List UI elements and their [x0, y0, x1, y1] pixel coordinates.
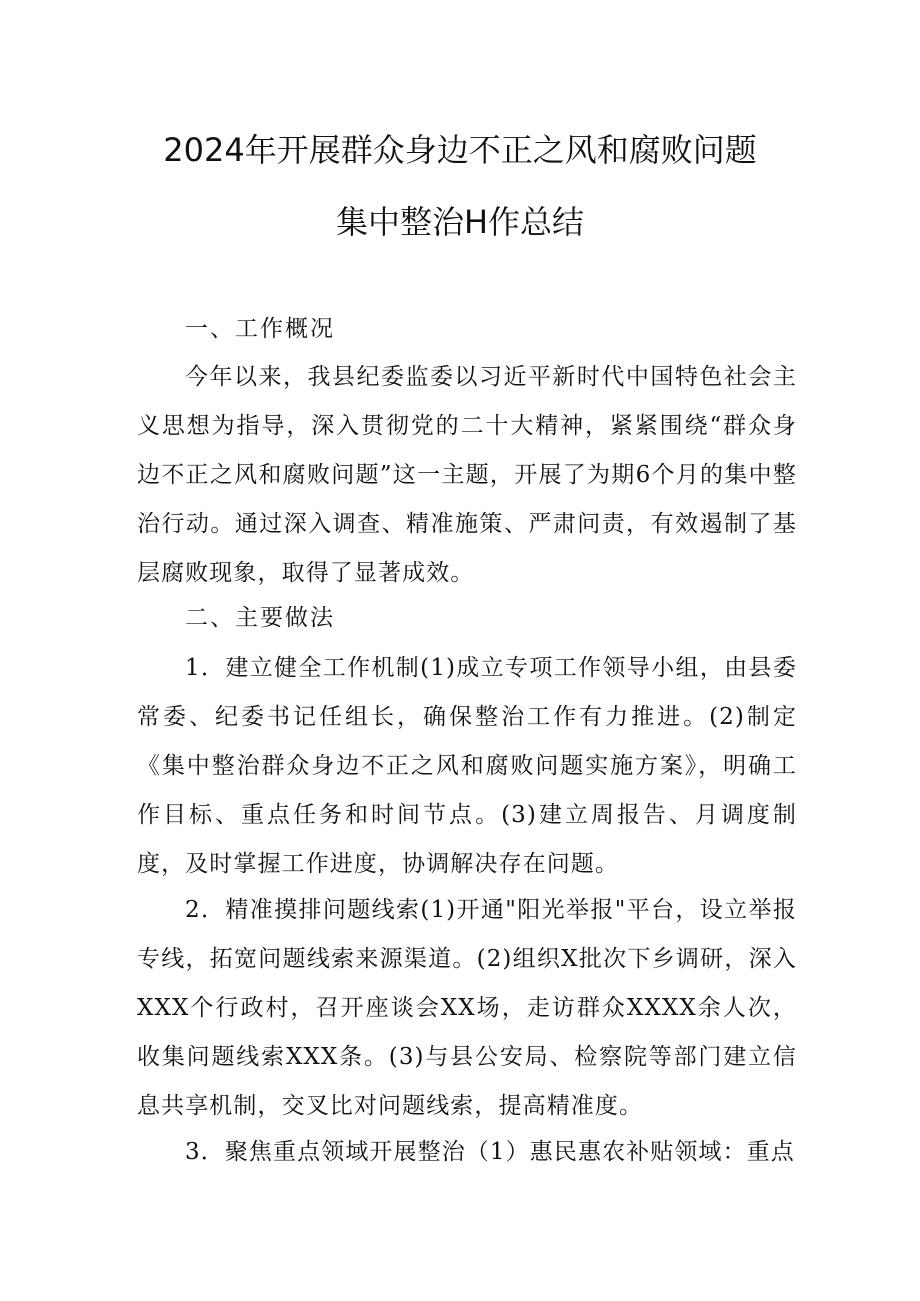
item-3-paragraph: 3．聚焦重点领域开展整治（1）惠民惠农补贴领域：重点: [185, 1139, 795, 1165]
item-1-body: [137, 644, 797, 889]
item-1-paragraph: 1．建立健全工作机制(1)成立专项工作领导小组，由县委常委、纪委书记任组长，确保整治工作有力推进。(2)制定《集中整治群众身边不正之风和腐败问题实施方案》，明确工作目标、重点任务和时间节点。(3)建立周报告、月调度制度，及时掌握工作进度，协调解决存在问题。: [137, 655, 797, 877]
document-title-line-1: 2024年开展群众身边不正之风和腐败问题: [163, 131, 757, 169]
item-3-body: [137, 1128, 797, 1177]
section-2-heading: 二、主要做法: [185, 605, 335, 631]
section-1-heading: 一、工作概况: [185, 316, 335, 342]
document-title-line-2: 集中整治H作总结: [335, 203, 585, 241]
section-1-body: [137, 353, 797, 598]
item-2-body: [137, 886, 797, 1131]
item-2-paragraph: 2．精准摸排问题线索(1)开通"阳光举报"平台，设立举报专线，拓宽问题线索来源渠道。(2)组织X批次下乡调研，深入XXX个行政村，召开座谈会XX场，走访群众XXXX余人次，收集问题线索XXX条。(3)与县公安局、检察院等部门建立信息共享机制，交叉比对问题线索，提高精准度。: [137, 897, 797, 1119]
section-1-paragraph: 今年以来，我县纪委监委以习近平新时代中国特色社会主义思想为指导，深入贯彻党的二十大精神，紧紧围绕“群众身边不正之风和腐败问题”这一主题，开展了为期6个月的集中整治行动。通过深入调查、精准施策、严肃问责，有效遏制了基层腐败现象，取得了显著成效。: [137, 364, 797, 586]
